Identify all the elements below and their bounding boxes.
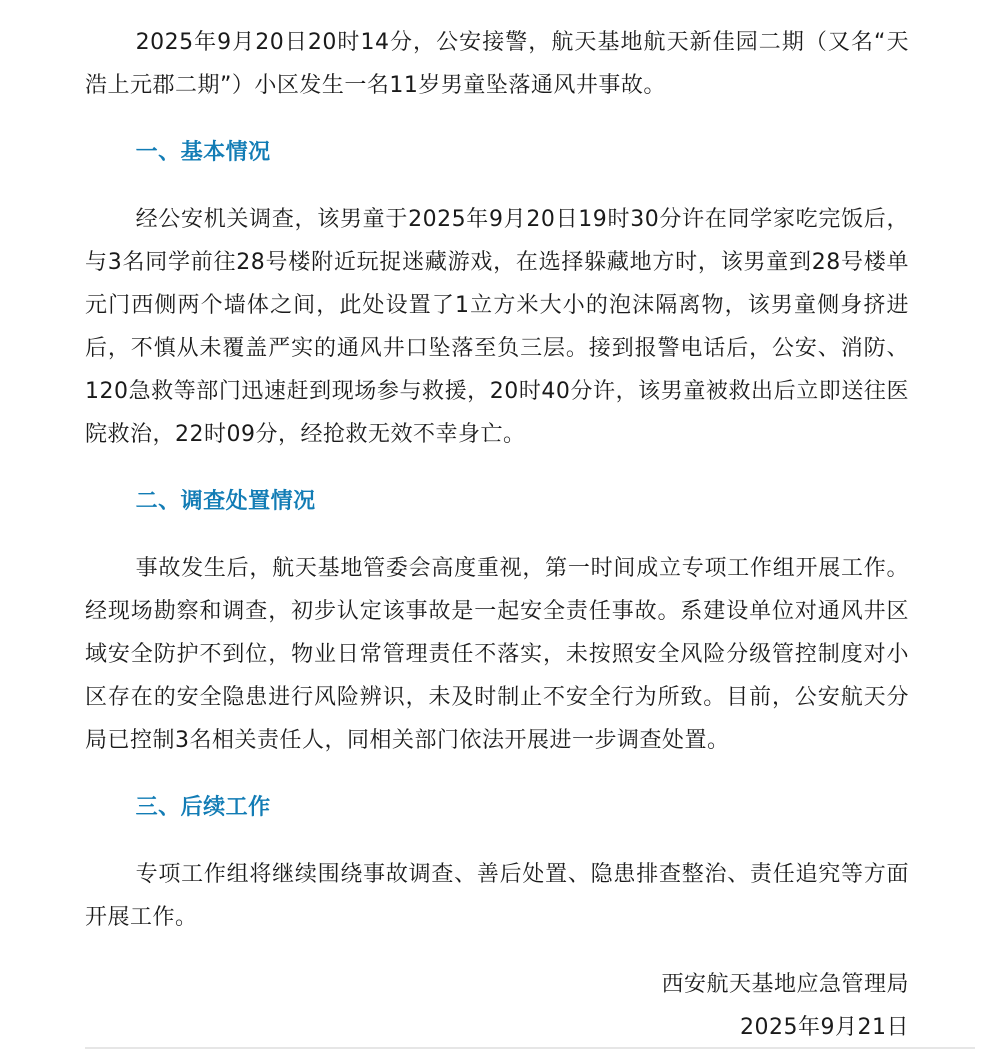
bottom-divider [85,1047,975,1049]
section-heading-investigation: 二、调查处置情况 [135,489,316,514]
section-heading-basic-situation: 一、基本情况 [135,140,271,165]
signature-date: 2025年9月21日 [740,1015,909,1040]
signature-block [85,963,909,1049]
section-body-basic-situation: 经公安机关调查，该男童于2025年9月20日19时30分许在同学家吃完饭后，与3名同学前往28号楼附近玩捉迷藏游戏，在选择躲藏地方时，该男童到28号楼单元门西侧两个墙体之间，此处设置了1立方米大小的泡沫隔离物，该男童侧身挤进后，不慎从未覆盖严实的通风井口坠落至负三层。接到报警电话后，公安、消防、120急救等部门迅速赶到现场参与救援，20时40分许，该男童被救出后立即送往医院救治，22时09分，经抢救无效不幸身亡。 [85,207,909,447]
section-body-investigation: 事故发生后，航天基地管委会高度重视，第一时间成立专项工作组开展工作。经现场勘察和调查，初步认定该事故是一起安全责任事故。系建设单位对通风井区域安全防护不到位，物业日常管理责任不落实，未按照安全风险分级管控制度对小区存在的安全隐患进行风险辨识，未及时制止不安全行为所致。目前，公安航天分局已控制3名相关责任人，同相关部门依法开展进一步调查处置。 [85,556,909,753]
section-body-follow-up: 专项工作组将继续围绕事故调查、善后处置、隐患排查整治、责任追究等方面开展工作。 [85,862,909,930]
intro-paragraph: 2025年9月20日20时14分，公安接警，航天基地航天新佳园二期（又名“天浩上元郡二期”）小区发生一名11岁男童坠落通风井事故。 [85,30,909,98]
signature-organization: 西安航天基地应急管理局 [661,972,909,997]
section-heading-follow-up: 三、后续工作 [135,795,271,820]
